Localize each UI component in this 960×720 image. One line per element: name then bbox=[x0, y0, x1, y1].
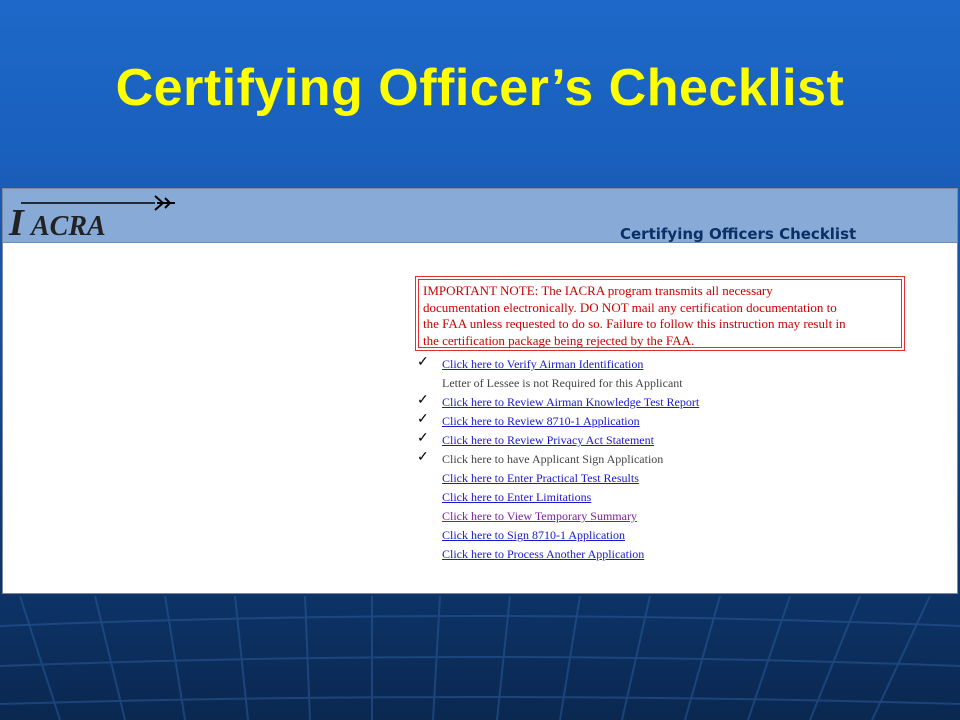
checklist-link[interactable]: Click here to Review 8710-1 Application bbox=[442, 414, 640, 428]
checklist-item bbox=[415, 373, 935, 392]
checklist-link[interactable]: Click here to Enter Limitations bbox=[442, 490, 592, 504]
page-heading: Certifying Officers Checklist bbox=[620, 225, 857, 243]
note-line: IMPORTANT NOTE: The IACRA program transmits all necessary bbox=[423, 283, 773, 298]
svg-text:I: I bbox=[9, 202, 24, 242]
note-line: the FAA unless requested to do so. Failure to follow this instruction may result in bbox=[423, 316, 846, 331]
checklist-item bbox=[415, 430, 935, 449]
checkmark-icon: ✓ bbox=[417, 393, 429, 408]
note-line: the certification package being rejected by the FAA. bbox=[423, 332, 695, 348]
checklist-item bbox=[415, 449, 935, 468]
checkmark-icon: ✓ bbox=[417, 355, 429, 370]
checklist-link[interactable]: Click here to Enter Practical Test Results bbox=[442, 471, 639, 485]
checklist-text: Letter of Lessee is not Required for this Applicant bbox=[442, 376, 683, 390]
checklist-item bbox=[415, 354, 935, 373]
iacra-logo bbox=[7, 189, 177, 242]
iacra-window bbox=[2, 188, 958, 594]
app-banner bbox=[3, 189, 957, 243]
checkmark-icon: ✓ bbox=[417, 412, 429, 427]
slide-title: Certifying Officer’s Checklist bbox=[115, 59, 845, 117]
checklist-item bbox=[415, 411, 935, 430]
checkmark-icon: ✓ bbox=[417, 431, 429, 446]
checklist-link[interactable]: Click here to Review Airman Knowledge Test Report bbox=[442, 395, 700, 409]
background-grid-decoration bbox=[0, 596, 960, 720]
checklist-link[interactable]: Click here to Verify Airman Identification bbox=[442, 357, 644, 371]
checklist-item bbox=[415, 487, 935, 506]
checklist-item bbox=[415, 392, 935, 411]
important-note-box bbox=[415, 276, 905, 351]
checklist-item bbox=[415, 468, 935, 487]
checklist bbox=[415, 354, 935, 563]
checklist-link[interactable]: Click here to Review Privacy Act Statement bbox=[442, 433, 654, 447]
checklist-text: Click here to have Applicant Sign Application bbox=[442, 452, 664, 466]
svg-text:ACRA: ACRA bbox=[31, 211, 106, 242]
checklist-link[interactable]: Click here to View Temporary Summary bbox=[442, 509, 637, 523]
checklist-link[interactable]: Click here to Sign 8710-1 Application bbox=[442, 528, 625, 542]
checklist-item bbox=[415, 544, 935, 563]
checkmark-icon: ✓ bbox=[417, 450, 429, 465]
note-line: documentation electronically. DO NOT mail any certification documentation to bbox=[423, 299, 837, 315]
checklist-item bbox=[415, 525, 935, 544]
checklist-item bbox=[415, 506, 935, 525]
checklist-link[interactable]: Click here to Process Another Application bbox=[442, 547, 645, 561]
